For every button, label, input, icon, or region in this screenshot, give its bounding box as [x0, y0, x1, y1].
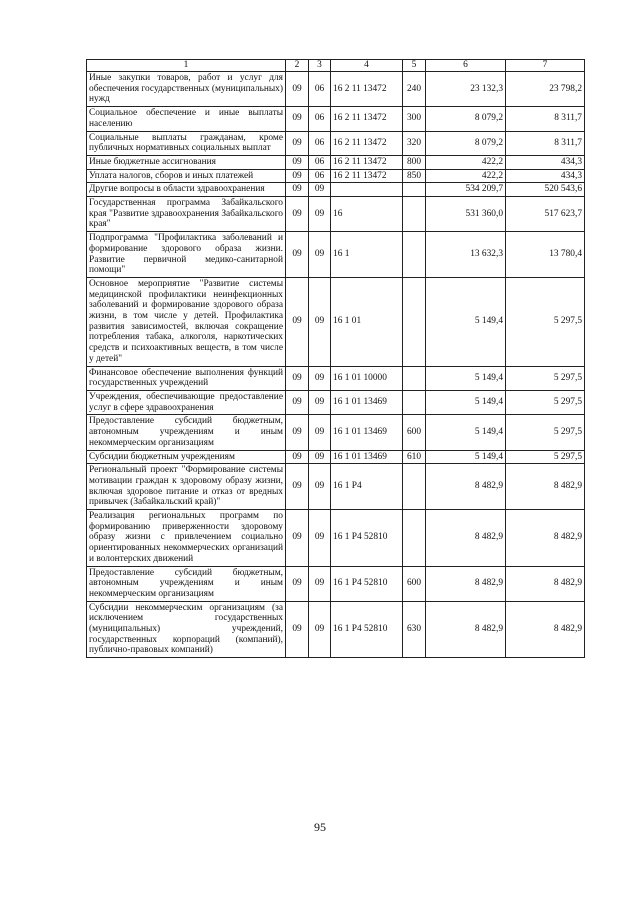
row-name-cell: Региональный проект "Формирование системы мотивации граждан к здоровому образу жизни, включая здоровое питание и отказ от вредных привычек (Забайкальский край)"	[87, 464, 286, 510]
table-row	[87, 366, 585, 390]
expense-type-cell	[403, 510, 426, 567]
amount-year1-cell: 23 132,3	[426, 72, 506, 107]
expense-type-cell	[403, 464, 426, 510]
target-article-cell: 16 1 P4 52810	[331, 601, 403, 658]
subsection-code-cell: 09	[309, 450, 331, 464]
row-name-cell: Основное мероприятие "Развитие системы медицинской профилактики неинфекционных заболеваний и формирование здорового образа жизни, в том числе у детей. Профилактика развития зависимостей, включая сокращение потребления табака, алкоголя, наркотических средств и психоактивных веществ, в том числе у детей"	[87, 277, 286, 366]
subsection-code-cell: 09	[309, 183, 331, 197]
amount-year2-cell: 8 482,9	[506, 510, 585, 567]
section-code-cell: 09	[286, 155, 309, 169]
table-row	[87, 566, 585, 601]
row-name-cell: Другие вопросы в области здравоохранения	[87, 183, 286, 197]
amount-year1-cell: 13 632,3	[426, 232, 506, 278]
budget-page	[86, 59, 584, 658]
target-article-cell: 16 1	[331, 232, 403, 278]
table-row	[87, 169, 585, 183]
subsection-code-cell: 09	[309, 277, 331, 366]
table-row	[87, 72, 585, 107]
expense-type-cell	[403, 277, 426, 366]
column-number-row	[87, 60, 585, 72]
table-row	[87, 601, 585, 658]
section-code-cell: 09	[286, 390, 309, 414]
amount-year2-cell: 434,3	[506, 155, 585, 169]
expense-type-cell	[403, 366, 426, 390]
column-header: 5	[403, 60, 426, 72]
section-code-cell: 09	[286, 131, 309, 155]
row-name-cell: Подпрограмма "Профилактика заболеваний и формирование здорового образа жизни. Развитие первичной медико-санитарной помощи"	[87, 232, 286, 278]
table-row	[87, 155, 585, 169]
table-row	[87, 464, 585, 510]
column-header: 3	[309, 60, 331, 72]
amount-year2-cell: 5 297,5	[506, 450, 585, 464]
column-header: 1	[87, 60, 286, 72]
subsection-code-cell: 09	[309, 366, 331, 390]
row-name-cell: Субсидии некоммерческим организациям (за исключением государственных (муниципальных) учреждений, государственных корпораций (компаний), публично-правовых компаний)	[87, 601, 286, 658]
target-article-cell: 16 2 11 13472	[331, 155, 403, 169]
amount-year1-cell: 422,2	[426, 169, 506, 183]
expense-type-cell: 850	[403, 169, 426, 183]
amount-year2-cell: 5 297,5	[506, 415, 585, 450]
subsection-code-cell: 09	[309, 566, 331, 601]
target-article-cell: 16 1 P4 52810	[331, 566, 403, 601]
table-row	[87, 390, 585, 414]
amount-year1-cell: 8 482,9	[426, 464, 506, 510]
target-article-cell: 16 1 01	[331, 277, 403, 366]
amount-year2-cell: 434,3	[506, 169, 585, 183]
expense-type-cell	[403, 390, 426, 414]
amount-year1-cell: 8 482,9	[426, 510, 506, 567]
row-name-cell: Финансовое обеспечение выполнения функций государственных учреждений	[87, 366, 286, 390]
target-article-cell	[331, 183, 403, 197]
row-name-cell: Иные бюджетные ассигнования	[87, 155, 286, 169]
column-header: 2	[286, 60, 309, 72]
amount-year1-cell: 8 482,9	[426, 601, 506, 658]
amount-year1-cell: 534 209,7	[426, 183, 506, 197]
section-code-cell: 09	[286, 601, 309, 658]
row-name-cell: Социальные выплаты гражданам, кроме публичных нормативных социальных выплат	[87, 131, 286, 155]
target-article-cell: 16 1 01 10000	[331, 366, 403, 390]
target-article-cell: 16 1 01 13469	[331, 450, 403, 464]
section-code-cell: 09	[286, 450, 309, 464]
table-row	[87, 415, 585, 450]
expense-type-cell: 630	[403, 601, 426, 658]
subsection-code-cell: 06	[309, 107, 331, 131]
subsection-code-cell: 06	[309, 169, 331, 183]
section-code-cell: 09	[286, 72, 309, 107]
section-code-cell: 09	[286, 366, 309, 390]
row-name-cell: Реализация региональных программ по формированию приверженности здоровому образу жизни с привлечением социально ориентированных некоммерческих организаций и волонтерских движений	[87, 510, 286, 567]
subsection-code-cell: 06	[309, 131, 331, 155]
amount-year1-cell: 8 482,9	[426, 566, 506, 601]
row-name-cell: Уплата налогов, сборов и иных платежей	[87, 169, 286, 183]
expense-type-cell: 800	[403, 155, 426, 169]
target-article-cell: 16 1 01 13469	[331, 390, 403, 414]
amount-year1-cell: 8 079,2	[426, 107, 506, 131]
subsection-code-cell: 09	[309, 232, 331, 278]
table-row	[87, 510, 585, 567]
amount-year1-cell: 5 149,4	[426, 390, 506, 414]
amount-year1-cell: 531 360,0	[426, 197, 506, 232]
section-code-cell: 09	[286, 510, 309, 567]
amount-year2-cell: 5 297,5	[506, 390, 585, 414]
row-name-cell: Субсидии бюджетным учреждениям	[87, 450, 286, 464]
row-name-cell: Предоставление субсидий бюджетным, автономным учреждениям и иным некоммерческим организациям	[87, 415, 286, 450]
row-name-cell: Предоставление субсидий бюджетным, автономным учреждениям и иным некоммерческим организациям	[87, 566, 286, 601]
subsection-code-cell: 09	[309, 390, 331, 414]
target-article-cell: 16 2 11 13472	[331, 169, 403, 183]
section-code-cell: 09	[286, 107, 309, 131]
amount-year2-cell: 8 482,9	[506, 464, 585, 510]
target-article-cell: 16	[331, 197, 403, 232]
amount-year2-cell: 8 311,7	[506, 107, 585, 131]
section-code-cell: 09	[286, 566, 309, 601]
target-article-cell: 16 1 01 13469	[331, 415, 403, 450]
amount-year2-cell: 520 543,6	[506, 183, 585, 197]
expense-type-cell: 610	[403, 450, 426, 464]
subsection-code-cell: 06	[309, 155, 331, 169]
section-code-cell: 09	[286, 169, 309, 183]
amount-year2-cell: 8 482,9	[506, 601, 585, 658]
column-header: 4	[331, 60, 403, 72]
amount-year2-cell: 8 311,7	[506, 131, 585, 155]
amount-year2-cell: 13 780,4	[506, 232, 585, 278]
amount-year1-cell: 8 079,2	[426, 131, 506, 155]
section-code-cell: 09	[286, 197, 309, 232]
amount-year1-cell: 422,2	[426, 155, 506, 169]
table-row	[87, 232, 585, 278]
section-code-cell: 09	[286, 464, 309, 510]
subsection-code-cell: 09	[309, 197, 331, 232]
amount-year1-cell: 5 149,4	[426, 366, 506, 390]
expense-type-cell: 600	[403, 566, 426, 601]
row-name-cell: Государственная программа Забайкальского края "Развитие здравоохранения Забайкальского края"	[87, 197, 286, 232]
subsection-code-cell: 09	[309, 510, 331, 567]
target-article-cell: 16 1 P4	[331, 464, 403, 510]
target-article-cell: 16 2 11 13472	[331, 107, 403, 131]
expense-type-cell	[403, 197, 426, 232]
amount-year1-cell: 5 149,4	[426, 415, 506, 450]
column-header: 6	[426, 60, 506, 72]
section-code-cell: 09	[286, 277, 309, 366]
amount-year2-cell: 517 623,7	[506, 197, 585, 232]
expense-type-cell: 300	[403, 107, 426, 131]
section-code-cell: 09	[286, 183, 309, 197]
section-code-cell: 09	[286, 232, 309, 278]
target-article-cell: 16 2 11 13472	[331, 131, 403, 155]
amount-year2-cell: 8 482,9	[506, 566, 585, 601]
expense-type-cell	[403, 183, 426, 197]
amount-year2-cell: 5 297,5	[506, 277, 585, 366]
target-article-cell: 16 2 11 13472	[331, 72, 403, 107]
subsection-code-cell: 09	[309, 415, 331, 450]
expense-type-cell: 320	[403, 131, 426, 155]
row-name-cell: Учреждения, обеспечивающие предоставление услуг в сфере здравоохранения	[87, 390, 286, 414]
amount-year2-cell: 5 297,5	[506, 366, 585, 390]
table-row	[87, 450, 585, 464]
row-name-cell: Социальное обеспечение и иные выплаты населению	[87, 107, 286, 131]
amount-year1-cell: 5 149,4	[426, 277, 506, 366]
target-article-cell: 16 1 P4 52810	[331, 510, 403, 567]
amount-year1-cell: 5 149,4	[426, 450, 506, 464]
subsection-code-cell: 09	[309, 464, 331, 510]
page-number: 95	[314, 820, 326, 834]
table-row	[87, 277, 585, 366]
column-header: 7	[506, 60, 585, 72]
subsection-code-cell: 09	[309, 601, 331, 658]
expense-type-cell: 600	[403, 415, 426, 450]
table-row	[87, 131, 585, 155]
table-row	[87, 107, 585, 131]
row-name-cell: Иные закупки товаров, работ и услуг для обеспечения государственных (муниципальных) нужд	[87, 72, 286, 107]
expense-type-cell	[403, 232, 426, 278]
expense-type-cell: 240	[403, 72, 426, 107]
table-row	[87, 197, 585, 232]
amount-year2-cell: 23 798,2	[506, 72, 585, 107]
table-row	[87, 183, 585, 197]
section-code-cell: 09	[286, 415, 309, 450]
subsection-code-cell: 06	[309, 72, 331, 107]
budget-table	[86, 59, 585, 658]
